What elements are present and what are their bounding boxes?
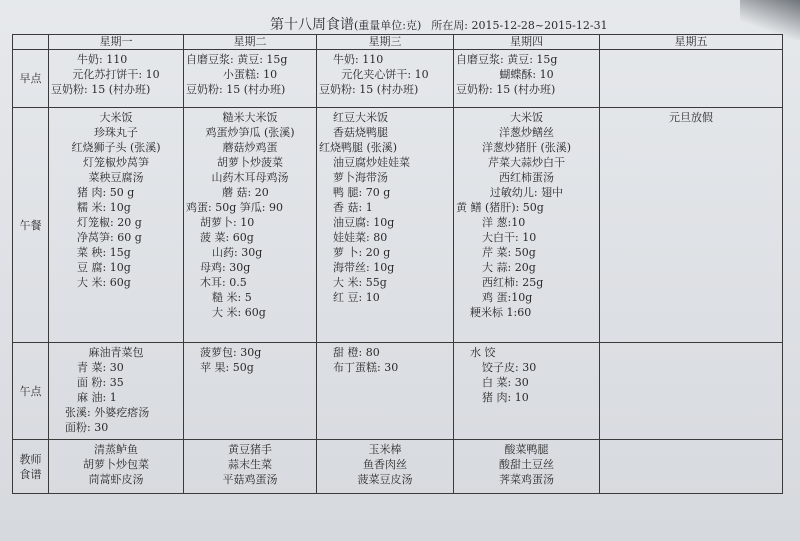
menu-line: 母鸡: 30g [200, 261, 251, 274]
menu-cell [454, 440, 600, 494]
menu-cell [184, 440, 317, 494]
menu-line: 豆奶粉: 15 (村办班) [186, 83, 286, 96]
menu-line: 胡萝卜炒包菜 [83, 458, 149, 471]
menu-line: 水 饺 [470, 346, 496, 359]
menu-line: 元化苏打饼干: 10 [72, 68, 160, 81]
menu-line: 黄豆猪手 [228, 443, 272, 456]
holiday-note: 元旦放假 [669, 111, 713, 124]
menu-line: 元化夹心饼干: 10 [341, 68, 429, 81]
menu-cell-empty [600, 440, 783, 494]
teacher-label-line1: 教师 [19, 452, 42, 466]
menu-line: 大米饭 [510, 111, 543, 124]
teacher-label-line2: 食谱 [19, 467, 42, 481]
menu-line: 灯笼椒炒莴笋 [83, 156, 149, 169]
day-header: 星期三 [317, 35, 454, 50]
menu-line: 净莴笋: 60 g [77, 231, 142, 244]
menu-line: 大 米: 60g [77, 276, 131, 289]
menu-line: 饺子皮: 30 [482, 361, 537, 374]
row-label-lunch: 午餐 [13, 108, 49, 343]
menu-line: 甜 橙: 80 [333, 346, 380, 359]
menu-line: 胡萝卜炒菠菜 [217, 156, 283, 169]
menu-line: 酸甜土豆丝 [499, 458, 554, 471]
menu-line: 酸菜鸭腿 [504, 443, 549, 456]
menu-line: 猪 肉: 10 [482, 391, 529, 404]
menu-line: 牛奶: 110 [77, 53, 128, 66]
title-text: 第十八周食谱 [270, 17, 354, 33]
day-header: 星期四 [454, 35, 600, 50]
menu-cell [317, 108, 454, 343]
menu-line: 牛奶: 110 [333, 53, 384, 66]
menu-line: 豆奶粉: 15 (村办班) [319, 83, 419, 96]
menu-line: 豆奶粉: 15 (村办班) [51, 83, 151, 96]
menu-line: 鸭 腿: 70 g [333, 186, 391, 199]
menu-line: 蝴蝶酥: 10 [499, 68, 554, 81]
menu-line: 豆奶粉: 15 (村办班) [456, 83, 556, 96]
menu-line: 面 粉: 35 [77, 376, 124, 389]
menu-cell [184, 50, 317, 108]
menu-line: 洋葱炒鳝丝 [499, 126, 554, 139]
menu-line: 玉米棒 [368, 443, 402, 456]
menu-cell [454, 50, 600, 108]
menu-cell [184, 343, 317, 440]
menu-line: 苹 果: 50g [200, 361, 254, 374]
menu-line: 香菇烧鸭腿 [333, 126, 388, 139]
menu-cell [317, 440, 454, 494]
row-label-teacher [13, 440, 49, 494]
menu-cell [317, 50, 454, 108]
week-period: 所在周: 2015-12-28~2015-12-31 [431, 19, 608, 32]
menu-line: 芹菜大蒜炒白干 [488, 156, 565, 169]
menu-line: 芹 菜: 50g [482, 246, 536, 259]
day-header: 星期五 [600, 35, 783, 50]
menu-line: 洋 葱:10 [482, 216, 526, 229]
menu-line: 胡萝卜: 10 [200, 216, 255, 229]
menu-line: 木耳: 0.5 [200, 276, 247, 289]
menu-line: 糙 米: 5 [212, 291, 252, 304]
menu-line: 灯笼椒: 20 g [77, 216, 142, 229]
lunch-row [13, 108, 783, 343]
menu-line: 糙米大米饭 [222, 111, 278, 124]
menu-line: 红豆大米饭 [333, 111, 388, 124]
menu-cell [49, 50, 184, 108]
menu-cell [600, 108, 783, 343]
menu-line: 红烧狮子头 (张溪) [71, 141, 161, 154]
menu-line: 小蛋糕: 10 [222, 68, 278, 81]
menu-cell [184, 108, 317, 343]
menu-line: 黄 鳝 (猪肝): 50g [456, 201, 544, 214]
unit-note: (重量单位:克) [354, 19, 422, 32]
menu-line: 鸡 蛋:10g [482, 291, 533, 304]
menu-line: 大 米: 60g [212, 306, 266, 319]
menu-cell [49, 108, 184, 343]
menu-line: 自磨豆浆: 黄豆: 15g [186, 53, 288, 66]
menu-line: 油豆腐炒娃娃菜 [333, 156, 410, 169]
menu-line: 菠 菜: 60g [200, 231, 254, 244]
menu-line: 西红柿蛋汤 [499, 171, 554, 184]
menu-line: 清蒸鲈鱼 [94, 443, 138, 456]
menu-line: 海带丝: 10g [333, 261, 395, 274]
menu-line: 山药木耳母鸡汤 [211, 171, 289, 184]
menu-line: 布丁蛋糕: 30 [333, 361, 399, 374]
menu-line: 张溪: 外婆疙瘩汤 [65, 406, 150, 419]
corner-cell [13, 35, 49, 50]
menu-cell [49, 343, 184, 440]
menu-line: 糯 米: 10g [77, 201, 131, 214]
menu-line: 西红柿: 25g [482, 276, 544, 289]
day-header: 星期一 [49, 35, 184, 50]
menu-cell [454, 343, 600, 440]
menu-line: 菜秧豆腐汤 [88, 171, 144, 184]
menu-line: 过敏幼儿: 翅中 [489, 186, 564, 199]
menu-line: 蘑菇炒鸡蛋 [222, 141, 278, 154]
menu-line: 茼蒿虾皮汤 [88, 473, 144, 486]
day-header: 星期二 [184, 35, 317, 50]
page-title [270, 14, 608, 34]
menu-line: 山药: 30g [212, 246, 263, 259]
menu-table [12, 34, 783, 494]
menu-line: 萝卜海带汤 [333, 171, 388, 184]
menu-line: 大 蒜: 20g [482, 261, 536, 274]
menu-line: 自磨豆浆: 黄豆: 15g [456, 53, 558, 66]
menu-line: 麻 油: 1 [77, 391, 117, 404]
menu-line: 菠萝包: 30g [200, 346, 262, 359]
menu-line: 香 菇: 1 [333, 201, 373, 214]
menu-line: 鸡蛋炒笋瓜 (张溪) [205, 126, 295, 139]
menu-line: 红 豆: 10 [333, 291, 380, 304]
menu-line: 蒜末生菜 [228, 458, 272, 471]
snack-row [13, 343, 783, 440]
menu-line: 蘑 菇: 20 [222, 186, 269, 199]
menu-line: 白 菜: 30 [482, 376, 529, 389]
menu-line: 大米饭 [99, 111, 133, 124]
menu-line: 油豆腐: 10g [333, 216, 395, 229]
menu-cell [317, 343, 454, 440]
menu-line: 洋葱炒猪肝 (张溪) [481, 141, 572, 154]
row-label-snack: 午点 [13, 343, 49, 440]
menu-line: 猪 肉: 50 g [77, 186, 135, 199]
menu-line: 珍珠丸子 [94, 126, 138, 139]
teacher-row [13, 440, 783, 494]
row-label-breakfast: 早点 [13, 50, 49, 108]
menu-line: 大白干: 10 [482, 231, 537, 244]
menu-line: 豆 腐: 10g [77, 261, 131, 274]
menu-line: 鸡蛋: 50g 笋瓜: 90 [186, 201, 283, 214]
menu-line: 荠菜鸡蛋汤 [499, 473, 554, 486]
menu-line: 麻油青菜包 [88, 346, 144, 359]
menu-line: 青 菜: 30 [77, 361, 124, 374]
menu-line: 平菇鸡蛋汤 [222, 473, 278, 486]
menu-line: 鱼香肉丝 [363, 458, 407, 471]
menu-line: 面粉: 30 [65, 421, 109, 434]
menu-line: 娃娃菜: 80 [333, 231, 388, 244]
menu-line: 红烧鸭腿 (张溪) [319, 141, 398, 154]
menu-cell-empty [600, 50, 783, 108]
menu-line: 菠菜豆皮汤 [357, 473, 413, 486]
menu-cell-empty [600, 343, 783, 440]
menu-line: 菜 秧: 15g [77, 246, 131, 259]
menu-line: 萝 卜: 20 g [333, 246, 391, 259]
menu-cell [49, 440, 184, 494]
menu-line: 大 米: 55g [333, 276, 387, 289]
day-header-row [13, 35, 783, 50]
menu-line: 粳米标 1:60 [470, 306, 532, 319]
menu-cell [454, 108, 600, 343]
breakfast-row [13, 50, 783, 108]
